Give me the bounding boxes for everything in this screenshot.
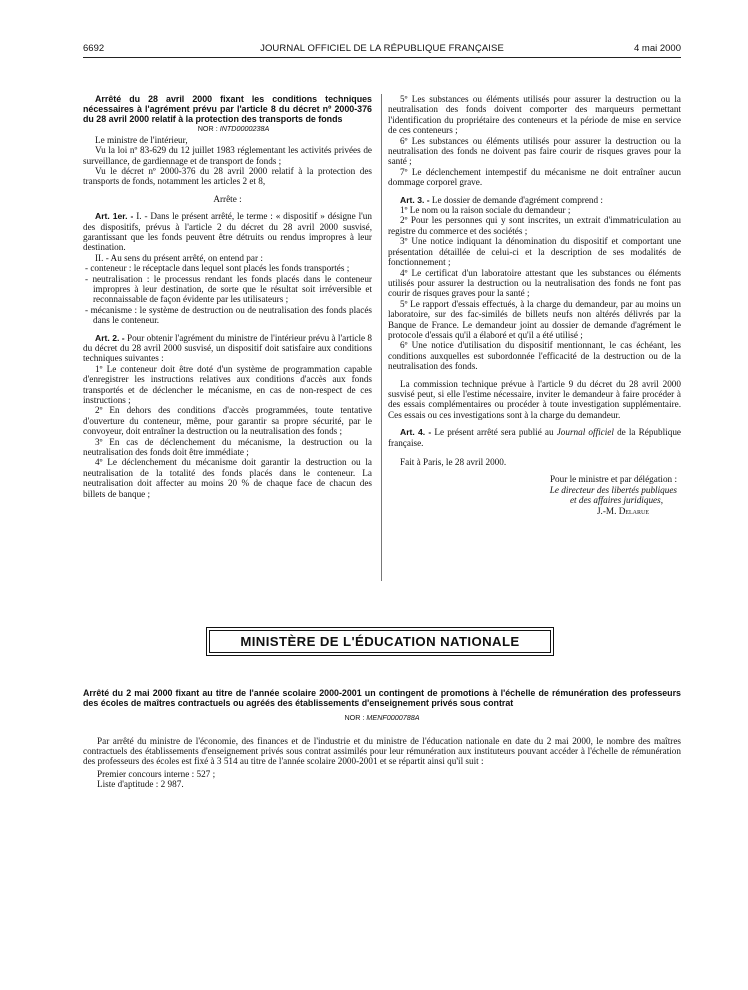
condition-item: 5º Les substances ou éléments utilisés pour assurer la destruction ou la neutralisation des fonds doivent comporter des marqueurs permettant l'identification du propriétaire des conteneurs et la période de mise en service de ces conteneurs ;: [388, 94, 681, 136]
dossier-item: 3º Une notice indiquant la dénomination du dispositif et comportant une présentation détaillée de celui-ci et la description de ses modalités de fonctionnement ;: [388, 236, 681, 268]
left-column: [83, 94, 372, 499]
condition-item: 1º Le conteneur doit être doté d'un système de programmation capable d'enregistrer les instructions relatives aux conditions d'accès aux fonds transportés et de déclencher le mécanisme, en cas de non-respect de ces instructions ;: [83, 363, 372, 406]
header-rule: [83, 57, 681, 58]
condition-item: 6º Les substances ou éléments utilisés pour assurer la destruction ou la neutralisation des fonds ne doivent pas faire courir de risques graves pour la santé ;: [388, 135, 681, 167]
page-header: [83, 43, 681, 57]
article-2-label: Art. 2. -: [95, 332, 125, 343]
issue-date: 4 mai 2000: [633, 43, 681, 54]
dossier-item: 5º Le rapport d'essais effectués, à la charge du demandeur, par au moins un laboratoire, sur des fac-similés de billets neufs non altérés délivrés par la Banque de France. Le demandeur joint au dossier de demande d'agrément le protocole d'essais qu'il a élaboré et qu'il a été utilisé ;: [388, 298, 681, 340]
article-4: Art. 4. - Le présent arrêté sera publié au Journal officiel de la République française.: [388, 427, 681, 448]
condition-item: 3º En cas de déclenchement du mécanisme, la destruction ou la neutralisation des fonds doit être immédiate ;: [83, 436, 372, 458]
condition-item: 7º Le déclenchement intempestif du mécanisme ne doit entraîner aucun dommage corporel grave.: [388, 166, 681, 188]
preamble-minister: Le ministre de l'intérieur,: [95, 134, 188, 145]
signature-title-cont: et des affaires juridiques,: [569, 495, 663, 506]
definition-conteneur: - conteneur : le réceptacle dans lequel sont placés les fonds transportés ;: [85, 263, 350, 274]
column-divider: [381, 94, 382, 581]
nor-reference: NOR : INTD0000238A: [197, 124, 270, 134]
signature-block: [388, 474, 681, 516]
dossier-item: 6º Une notice d'utilisation du dispositif mentionnant, le cas échéant, les conditions auxquelles est subordonnée l'efficacité de la destruction ou de la neutralisation des fonds.: [388, 340, 681, 372]
condition-item: 4º Le déclenchement du mécanisme doit garantir la destruction ou la neutralisation de la totalité des fonds placés dans le conteneur. La neutralisation doit affecter au moins 20 % de chaque face de chacun des billets de banque ;: [83, 457, 372, 499]
definition-neutralisation: - neutralisation : le processus rendant les fonds placés dans le conteneur impropres à leur destination, de sorte que le résultat soit irréversible et reconnaissable de façon évidente par les utilisateurs ;: [85, 273, 372, 305]
right-column: [388, 94, 681, 516]
dossier-item: 4º Le certificat d'un laboratoire attestant que les substances ou éléments utilisés pour assurer la destruction ou la neutralisation des fonds ne font pas courir de risques graves pour la santé ;: [388, 267, 681, 299]
dossier-item: 1º Le nom ou la raison sociale du demandeur ;: [400, 205, 571, 216]
nor-reference: NOR : MENF0000788A: [344, 713, 420, 723]
decree-body: Par arrêté du ministre de l'économie, des finances et de l'industrie et du ministre de l'éducation nationale en date du 2 mai 2000, le nombre des maîtres contractuels des établissements d'enseignement privés sous contrat assimilés pour leur rémunération aux instituteurs pouvant accéder à l'échelle de rémunération des professeurs des écoles est fixé à 3 514 au titre de l'année scolaire 2000-2001 et se répartit ainsi qu'il suit :: [83, 735, 681, 767]
dossier-item: 2º Pour les personnes qui y sont inscrites, un extrait d'immatriculation au registre du commerce et des sociétés ;: [388, 215, 681, 236]
condition-item: 2º En dehors des conditions d'accès programmées, toute tentative d'ouverture du conteneur, même, pour garantir sa propre sécurité, par le convoyeur, doit entraîner la destruction ou la neutralisation des fonds ;: [83, 405, 372, 437]
preamble-decret: Vu le décret nº 2000-376 du 28 avril 2000 relatif à la protection des transports de fonds, notamment les articles 2 et 8,: [83, 165, 372, 187]
article-2: Art. 2. - Pour obtenir l'agrément du ministre de l'intérieur prévu à l'article 8 du décret du 28 avril 2000 susvisé, un dispositif doit satisfaire aux conditions techniques suivantes :: [83, 332, 372, 364]
signature-title: Le directeur des libertés publiques: [549, 484, 677, 495]
list-item: Premier concours interne : 527 ;: [97, 768, 216, 779]
ministry-banner: [206, 627, 554, 656]
preamble-loi: Vu la loi nº 83-629 du 12 juillet 1983 réglementant les activités privées de surveillance, de gardiennage et de transport de fonds ;: [83, 145, 372, 166]
commission-paragraph: La commission technique prévue à l'article 9 du décret du 28 avril 2000 susvisé peut, si elle l'estime nécessaire, inviter le demandeur à faire procéder à des essais complémentaires ou procéder à toute investigation supplémentaire. Ces essais ou ces investigations sont à la charge du demandeur.: [388, 378, 681, 420]
ministry-title: MINISTÈRE DE L'ÉDUCATION NATIONALE: [240, 634, 520, 649]
decree-title: Arrêté du 28 avril 2000 fixant les conditions techniques nécessaires à l'agrément prévu par l'article 8 du décret nº 2000-376 du 28 avril 2000 relatif à la protection des transports de fonds: [83, 94, 372, 125]
definition-mecanisme: - mécanisme : le système de destruction ou de neutralisation des fonds placés dans le conteneur.: [85, 304, 372, 326]
article-4-label: Art. 4. -: [400, 427, 432, 438]
article-1: Art. 1er. - I. - Dans le présent arrêté, le terme : « dispositif » désigne l'un des dispositifs, prévus à l'article 2 du décret du 28 avril 2000 susvisé, garantissant que les fonds peuvent être détruits ou rendus impropres à leur destination.: [83, 211, 372, 253]
fait-a-paris: Fait à Paris, le 28 avril 2000.: [400, 457, 507, 467]
second-decree: [83, 688, 681, 790]
page-number: 6692: [83, 43, 105, 54]
signatory-name: J.-M. Delarue: [596, 505, 649, 516]
signature-line: Pour le ministre et par délégation :: [549, 474, 677, 485]
article-1-label: Art. 1er. -: [95, 211, 134, 222]
article-1-II: II. - Au sens du présent arrêté, on entend par :: [95, 252, 263, 263]
article-3-label: Art. 3. -: [400, 194, 430, 205]
article-3: Art. 3. - Le dossier de demande d'agrément comprend :: [400, 194, 603, 205]
journal-title: JOURNAL OFFICIEL DE LA RÉPUBLIQUE FRANÇAISE: [260, 43, 504, 54]
arrete-heading: Arrête :: [213, 193, 242, 204]
list-item: Liste d'aptitude : 2 987.: [97, 779, 184, 790]
decree-title: Arrêté du 2 mai 2000 fixant au titre de l'année scolaire 2000-2001 un contingent de promotions à l'échelle de rémunération des professeurs des écoles de maîtres contractuels ou agréés des établissements d'enseignement privés sous contrat: [83, 688, 681, 709]
